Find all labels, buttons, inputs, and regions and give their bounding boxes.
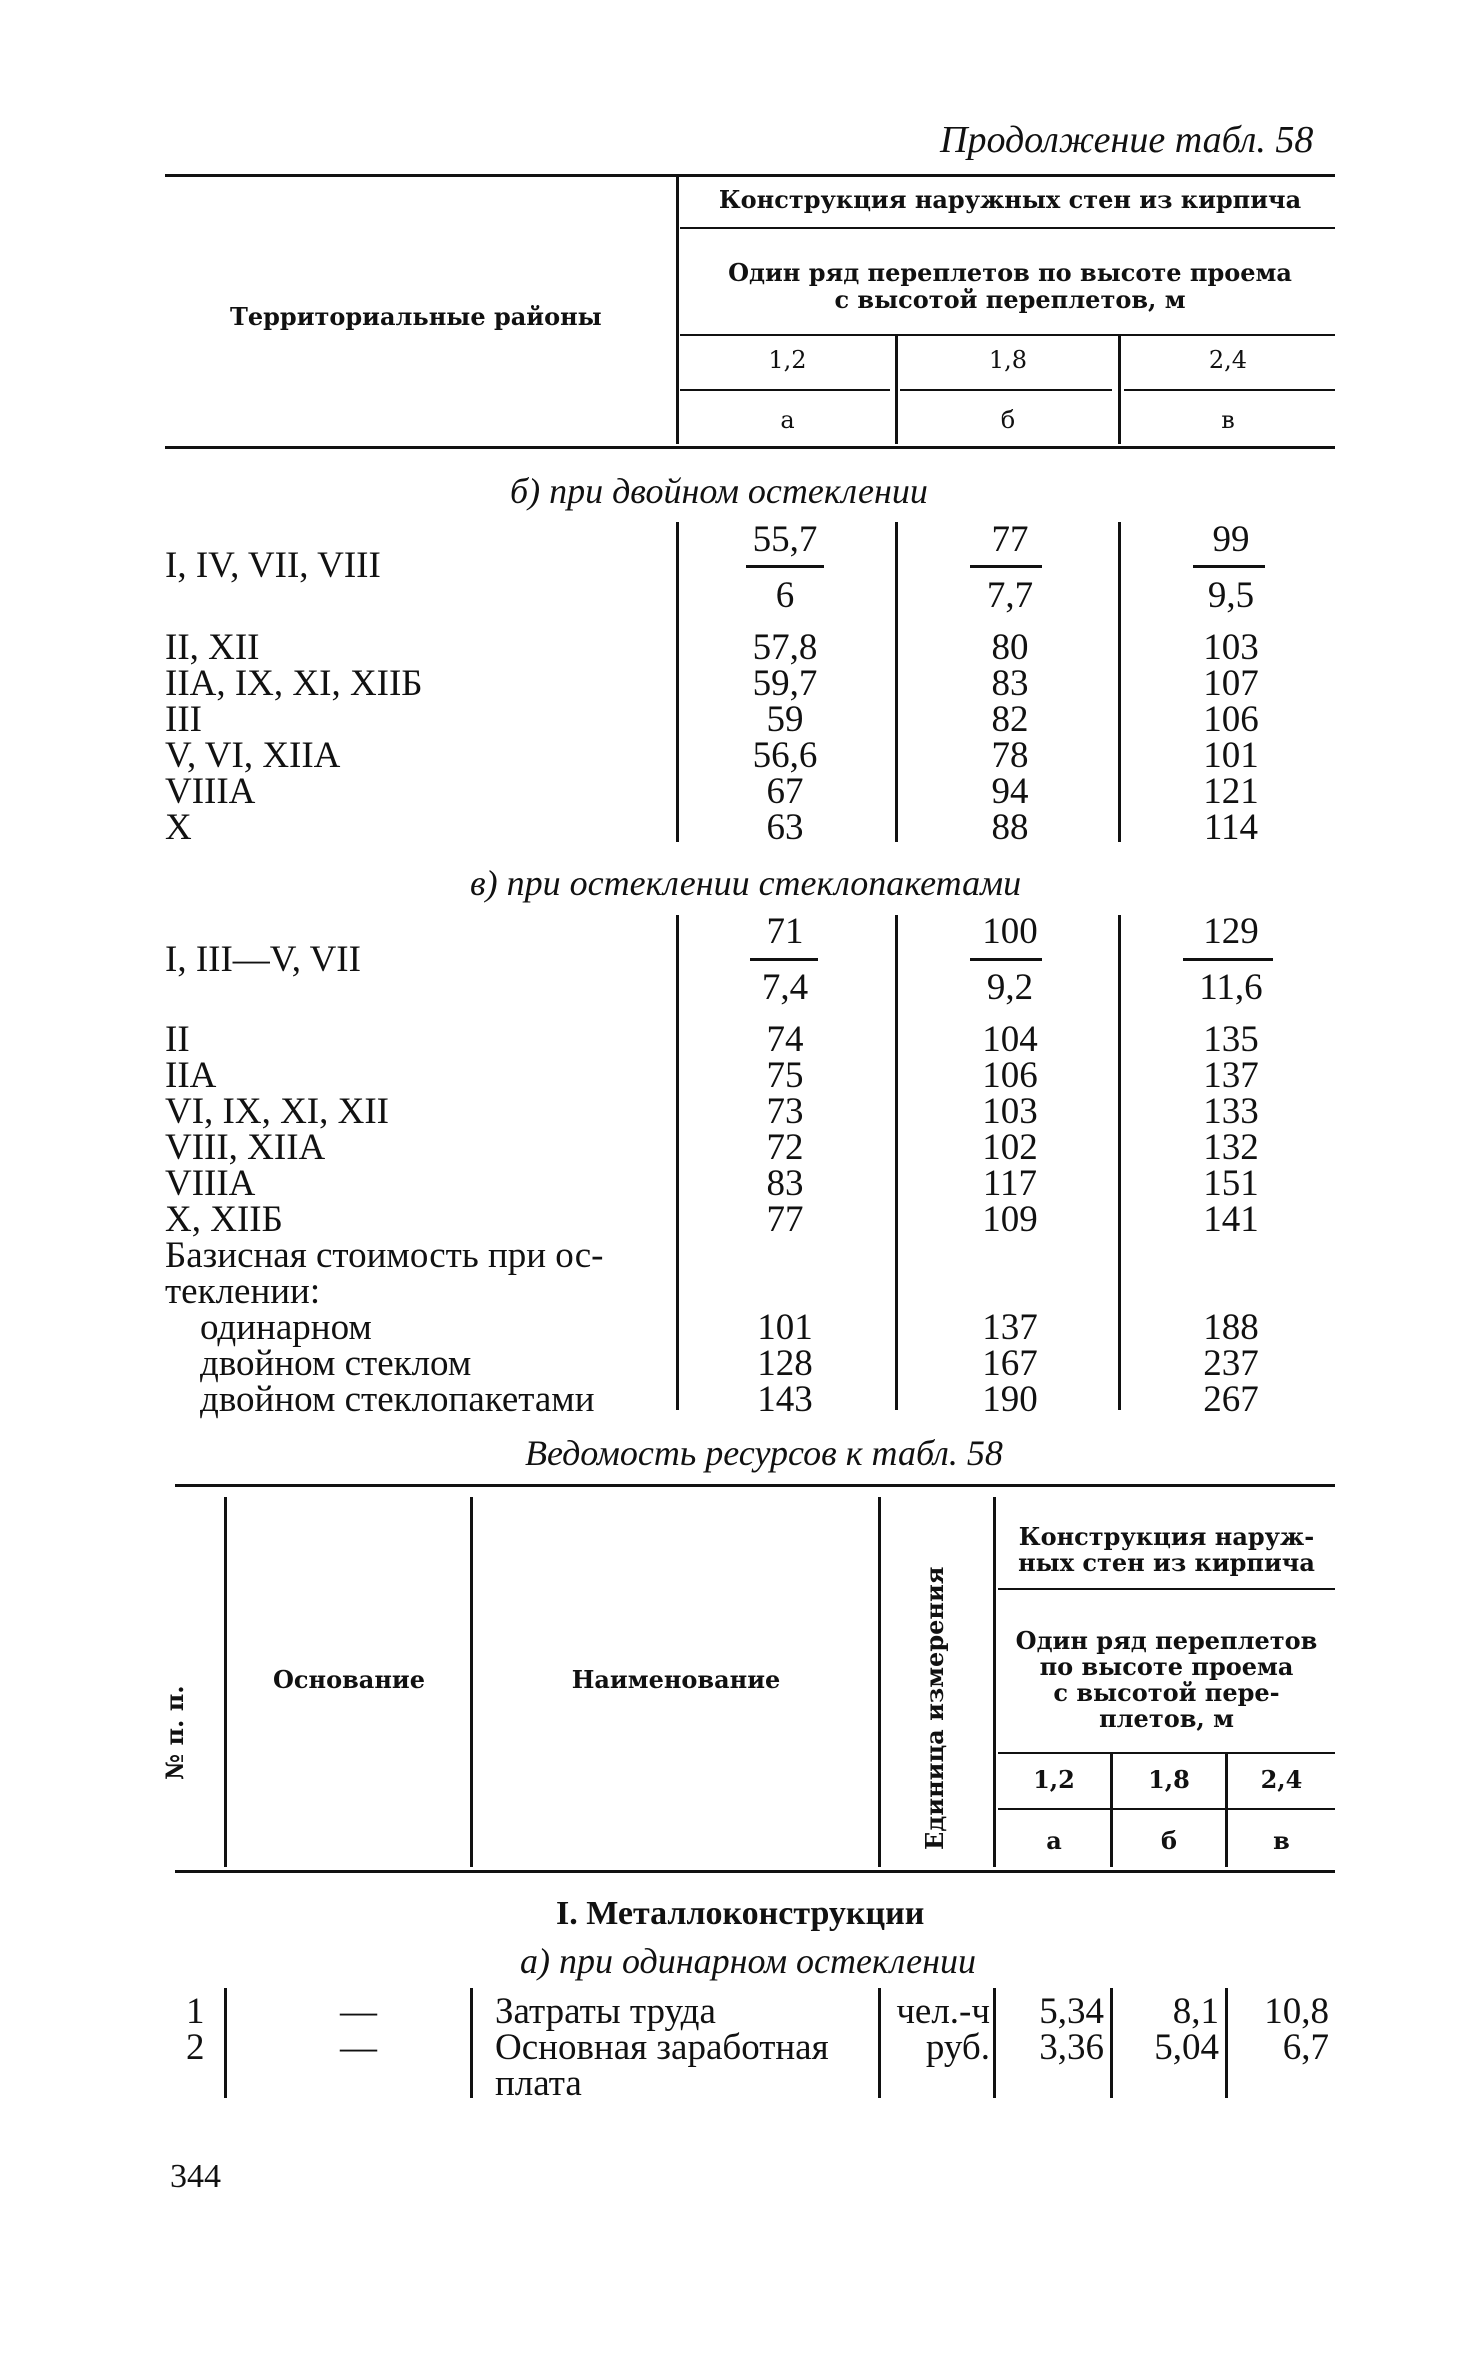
row-label: II, XII <box>165 627 260 668</box>
row-value: 135 <box>1203 1019 1259 1060</box>
res-divider-4 <box>993 1497 996 1867</box>
base-cost-value: 167 <box>982 1343 1038 1384</box>
res-top-rule <box>175 1484 1335 1487</box>
row-value: 77 <box>766 1199 804 1240</box>
header-height-b: 1,8 <box>988 346 1028 374</box>
row-value: 132 <box>1203 1127 1259 1168</box>
row-value: 109 <box>982 1199 1038 1240</box>
base-cost-value: 188 <box>1203 1307 1259 1348</box>
header-subgroup-line2: с высотой переплетов, м <box>834 285 1186 314</box>
res-row-value: 6,7 <box>1282 2027 1329 2068</box>
res-row-name: Затраты труда <box>495 1991 716 2032</box>
res-divider-2 <box>470 1497 473 1867</box>
res-body-divider-2 <box>470 1988 473 2098</box>
fraction-den: 9,2 <box>986 967 1034 1008</box>
base-cost-row-label: двойном стеклопакетами <box>200 1379 595 1420</box>
body-b-divider-2 <box>1118 522 1121 842</box>
row-value: 106 <box>982 1055 1038 1096</box>
body-b-divider-1 <box>895 522 898 842</box>
header-rule-1 <box>680 227 1335 229</box>
header-territory: Территориальные районы <box>230 302 602 331</box>
row-value: 94 <box>991 771 1029 812</box>
body-b-divider-0 <box>676 522 679 842</box>
row-value: 75 <box>766 1055 804 1096</box>
section-v-title: в) при остеклении стеклопакетами <box>470 863 1022 903</box>
fraction-bar <box>970 565 1042 568</box>
res-subsection-title: а) при одинарном остеклении <box>520 1941 976 1981</box>
row-value: 80 <box>991 627 1029 668</box>
header-rule-3 <box>680 389 890 391</box>
row-label: II <box>165 1019 190 1060</box>
row-value: 74 <box>766 1019 804 1060</box>
res-height-v: 2,4 <box>1260 1765 1303 1794</box>
header-rule-3b <box>900 389 1112 391</box>
fraction-num: 55,7 <box>752 519 818 560</box>
row-label: VIIIА <box>165 1163 256 1204</box>
res-divider-3 <box>878 1497 881 1867</box>
fraction-bar <box>746 565 824 568</box>
body-v-divider-1 <box>895 915 898 1410</box>
fraction-den: 7,4 <box>761 967 809 1008</box>
row-value: 141 <box>1203 1199 1259 1240</box>
row-value: 73 <box>766 1091 804 1132</box>
res-header-unit: Единица измерения <box>920 1566 949 1850</box>
base-cost-value: 137 <box>982 1307 1038 1348</box>
res-row-num: 2 <box>186 2027 205 2068</box>
header-height-a: 1,2 <box>768 346 807 374</box>
res-row-value: 5,04 <box>1154 2027 1219 2068</box>
header-rule-3c <box>1124 389 1335 391</box>
row-value: 72 <box>766 1127 804 1168</box>
res-row-name: Основная заработная <box>495 2027 829 2068</box>
row-value: 102 <box>982 1127 1038 1168</box>
row-value: 59 <box>766 699 804 740</box>
res-row-unit: руб. <box>925 2027 990 2068</box>
res-row-value: 8,1 <box>1172 1991 1219 2032</box>
base-cost-row-label: одинарном <box>200 1307 372 1348</box>
row-label: X, XIIБ <box>165 1199 283 1240</box>
row-value: 106 <box>1203 699 1259 740</box>
res-row-value: 5,34 <box>1039 1991 1104 2032</box>
row-label: IIА, IX, XI, XIIБ <box>165 663 423 704</box>
row-value: 103 <box>1203 627 1259 668</box>
header-letter-a: а <box>780 406 795 434</box>
row-value: 83 <box>766 1163 804 1204</box>
row-value: 78 <box>991 735 1029 776</box>
row-value: 103 <box>982 1091 1038 1132</box>
row-value: 151 <box>1203 1163 1259 1204</box>
res-sub-line2: по высоте проема <box>1039 1652 1294 1681</box>
res-body-divider-4 <box>993 1988 996 2098</box>
row-value: 101 <box>1203 735 1259 776</box>
page-number: 344 <box>170 2158 221 2195</box>
fraction-num: 77 <box>991 519 1029 560</box>
fraction-bar <box>970 958 1042 961</box>
res-row-num: 1 <box>186 1991 205 2032</box>
res-divider-1 <box>224 1497 227 1867</box>
row-value: 114 <box>1203 807 1259 848</box>
res-section-title: I. Металлоконструкции <box>556 1895 925 1932</box>
row-label: IIА <box>165 1055 217 1096</box>
header-group-title: Конструкция наружных стен из кирпича <box>718 185 1302 214</box>
res-header-rule-3 <box>998 1808 1335 1810</box>
res-row-unit: чел.-ч <box>896 1991 990 2032</box>
row-value: 107 <box>1203 663 1259 704</box>
section-b-title: б) при двойном остеклении <box>510 471 928 511</box>
body-v-divider-0 <box>676 915 679 1410</box>
res-body-divider-1 <box>224 1988 227 2098</box>
header-rule-2 <box>680 334 1335 336</box>
continuation-title: Продолжение табл. 58 <box>940 119 1314 161</box>
res-header-num: № п. п. <box>160 1685 189 1780</box>
res-body-divider-3 <box>878 1988 881 2098</box>
body-v-divider-2 <box>1118 915 1121 1410</box>
row-value: 82 <box>991 699 1029 740</box>
res-header-basis: Основание <box>273 1665 425 1694</box>
base-cost-value: 237 <box>1203 1343 1259 1384</box>
fraction-den: 11,6 <box>1199 967 1263 1008</box>
fraction-row-label: I, III—V, VII <box>165 939 361 980</box>
base-cost-row-label: двойном стеклом <box>200 1343 472 1384</box>
header-letter-v: в <box>1221 406 1235 434</box>
res-letter-b: б <box>1160 1826 1177 1855</box>
table-top-rule <box>165 174 1335 177</box>
fraction-bar <box>1193 565 1265 568</box>
base-cost-value: 101 <box>757 1307 813 1348</box>
res-header-name: Наименование <box>571 1665 781 1694</box>
header-subgroup-line1: Один ряд переплетов по высоте проема <box>728 258 1292 287</box>
res-letter-v: в <box>1273 1826 1290 1855</box>
fraction-den: 7,7 <box>986 575 1034 616</box>
res-sub-line3: с высотой пере- <box>1053 1678 1280 1707</box>
fraction-num: 129 <box>1203 911 1259 952</box>
base-cost-label-line2: теклении: <box>165 1271 321 1312</box>
row-value: 56,6 <box>752 735 818 776</box>
fraction-bar <box>750 958 818 961</box>
base-cost-value: 128 <box>757 1343 813 1384</box>
row-value: 59,7 <box>752 663 818 704</box>
row-label: VIIIА <box>165 771 256 812</box>
row-value: 83 <box>991 663 1029 704</box>
res-header-rule-2 <box>998 1752 1335 1754</box>
res-header-bottom-rule <box>175 1870 1335 1873</box>
res-height-b: 1,8 <box>1148 1765 1190 1794</box>
res-row-value: 3,36 <box>1039 2027 1104 2068</box>
resources-title: Ведомость ресурсов к табл. 58 <box>525 1433 1003 1473</box>
row-value: 117 <box>982 1163 1038 1204</box>
fraction-num: 71 <box>766 911 804 952</box>
row-value: 57,8 <box>752 627 818 668</box>
res-row-value: 10,8 <box>1264 1991 1329 2032</box>
fraction-num: 99 <box>1212 519 1250 560</box>
fraction-den: 6 <box>775 575 795 616</box>
fraction-num: 100 <box>982 911 1038 952</box>
res-row-basis: — <box>340 2027 377 2068</box>
res-height-a: 1,2 <box>1033 1765 1075 1794</box>
fraction-row-label: I, IV, VII, VIII <box>165 545 381 586</box>
row-value: 63 <box>766 807 804 848</box>
base-cost-value: 143 <box>757 1379 813 1420</box>
row-value: 104 <box>982 1019 1038 1060</box>
res-sub-line4: плетов, м <box>1099 1704 1234 1733</box>
header-bottom-rule <box>165 446 1335 449</box>
header-divider <box>676 174 679 444</box>
row-label: III <box>165 699 202 740</box>
row-value: 133 <box>1203 1091 1259 1132</box>
fraction-bar <box>1183 958 1273 961</box>
res-group-line2: ных стен из кирпича <box>1018 1548 1315 1577</box>
base-cost-value: 267 <box>1203 1379 1259 1420</box>
header-letter-b: б <box>1000 406 1016 434</box>
fraction-den: 9,5 <box>1207 575 1255 616</box>
row-label: X <box>165 807 192 848</box>
res-header-rule-1 <box>998 1588 1335 1590</box>
header-height-v: 2,4 <box>1208 346 1248 374</box>
res-row-name-cont: плата <box>495 2063 582 2104</box>
res-group-line1: Конструкция наруж- <box>1018 1522 1315 1551</box>
base-cost-value: 190 <box>982 1379 1038 1420</box>
res-letter-a: а <box>1046 1826 1062 1855</box>
row-label: VI, IX, XI, XII <box>165 1091 389 1132</box>
res-row-basis: — <box>340 1991 377 2032</box>
row-value: 67 <box>766 771 804 812</box>
res-sub-line1: Один ряд переплетов <box>1015 1626 1318 1655</box>
row-value: 137 <box>1203 1055 1259 1096</box>
row-label: VIII, XIIА <box>165 1127 326 1168</box>
row-value: 88 <box>991 807 1029 848</box>
row-value: 121 <box>1203 771 1259 812</box>
base-cost-label-line1: Базисная стоимость при ос- <box>165 1235 604 1276</box>
row-label: V, VI, XIIА <box>165 735 341 776</box>
